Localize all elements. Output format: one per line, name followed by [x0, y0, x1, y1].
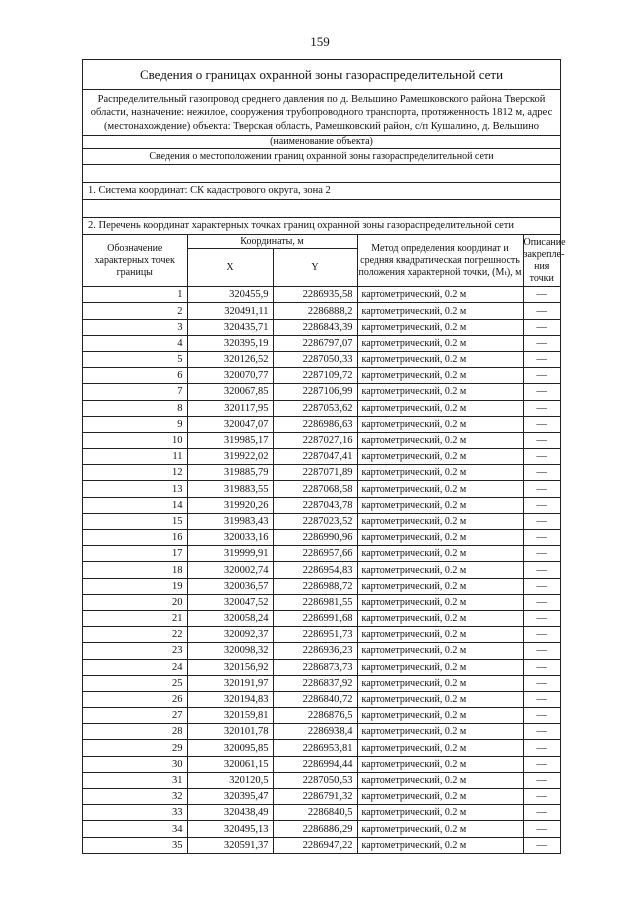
y-coordinate-cell: 2286886,29: [273, 821, 357, 837]
y-coordinate-cell: 2286888,2: [273, 303, 357, 319]
method-cell: картометрический, 0.2 м: [357, 319, 523, 335]
description-cell: —: [523, 594, 560, 610]
table-row: [83, 627, 560, 643]
point-number-cell: 10: [83, 432, 187, 448]
table-row: [83, 351, 560, 367]
y-coordinate-cell: 2286953,81: [273, 740, 357, 756]
y-coordinate-cell: 2286797,07: [273, 335, 357, 351]
x-coordinate-cell: 320033,16: [187, 530, 273, 546]
coordinate-system: 1. Система координат: СК кадастрового округа, зона 2: [83, 183, 560, 200]
description-cell: —: [523, 465, 560, 481]
x-coordinate-cell: 320156,92: [187, 659, 273, 675]
x-coordinate-cell: 320194,83: [187, 691, 273, 707]
y-coordinate-cell: 2286840,5: [273, 805, 357, 821]
x-coordinate-cell: 320591,37: [187, 837, 273, 853]
point-number-cell: 6: [83, 368, 187, 384]
method-cell: картометрический, 0.2 м: [357, 497, 523, 513]
y-coordinate-cell: 2286935,58: [273, 287, 357, 303]
point-number-cell: 26: [83, 691, 187, 707]
point-number-cell: 4: [83, 335, 187, 351]
method-cell: картометрический, 0.2 м: [357, 530, 523, 546]
method-cell: картометрический, 0.2 м: [357, 449, 523, 465]
y-coordinate-cell: 2286947,22: [273, 837, 357, 853]
description-cell: —: [523, 756, 560, 772]
method-cell: картометрический, 0.2 м: [357, 756, 523, 772]
method-cell: картометрический, 0.2 м: [357, 400, 523, 416]
description-cell: —: [523, 643, 560, 659]
method-cell: картометрический, 0.2 м: [357, 335, 523, 351]
point-number-cell: 25: [83, 675, 187, 691]
method-cell: картометрический, 0.2 м: [357, 610, 523, 626]
spacer-row: [83, 200, 560, 218]
header-method: Метод определения координат и средняя квадратическая погрешность положения характерной точки, (Mₜ), м: [357, 235, 523, 287]
point-number-cell: 23: [83, 643, 187, 659]
table-row: [83, 805, 560, 821]
y-coordinate-cell: 2286873,73: [273, 659, 357, 675]
table-row: [83, 578, 560, 594]
method-cell: картометрический, 0.2 м: [357, 789, 523, 805]
description-cell: —: [523, 740, 560, 756]
object-description: Распределительный газопровод среднего давления по д. Вельшино Рамешковского района Тверской области, назначение: нежилое, сооружения трубопроводного транспорта, протяженность 1812 м, адрес (местонахождение) объекта: Тверская область, Рамешковский район, с/п Кушалино, д. Вельшино: [83, 90, 560, 136]
table-row: [83, 643, 560, 659]
y-coordinate-cell: 2286986,63: [273, 416, 357, 432]
point-number-cell: 33: [83, 805, 187, 821]
method-cell: картометрический, 0.2 м: [357, 465, 523, 481]
x-coordinate-cell: 320491,11: [187, 303, 273, 319]
y-coordinate-cell: 2286994,44: [273, 756, 357, 772]
table-row: [83, 513, 560, 529]
point-number-cell: 3: [83, 319, 187, 335]
x-coordinate-cell: 319983,43: [187, 513, 273, 529]
method-cell: картометрический, 0.2 м: [357, 805, 523, 821]
method-cell: картометрический, 0.2 м: [357, 837, 523, 853]
method-cell: картометрический, 0.2 м: [357, 368, 523, 384]
x-coordinate-cell: 320058,24: [187, 610, 273, 626]
description-cell: —: [523, 384, 560, 400]
method-cell: картометрический, 0.2 м: [357, 675, 523, 691]
point-number-cell: 16: [83, 530, 187, 546]
method-cell: картометрический, 0.2 м: [357, 578, 523, 594]
table-row: [83, 465, 560, 481]
x-coordinate-cell: 320120,5: [187, 772, 273, 788]
y-coordinate-cell: 2287027,16: [273, 432, 357, 448]
table-row: [83, 303, 560, 319]
point-number-cell: 22: [83, 627, 187, 643]
method-cell: картометрический, 0.2 м: [357, 384, 523, 400]
method-cell: картометрический, 0.2 м: [357, 627, 523, 643]
description-cell: —: [523, 416, 560, 432]
point-number-cell: 27: [83, 708, 187, 724]
y-coordinate-cell: 2286981,55: [273, 594, 357, 610]
x-coordinate-cell: 320095,85: [187, 740, 273, 756]
table-row: [83, 384, 560, 400]
description-cell: —: [523, 319, 560, 335]
table-row: [83, 335, 560, 351]
description-cell: —: [523, 659, 560, 675]
method-cell: картометрический, 0.2 м: [357, 481, 523, 497]
table-row: [83, 789, 560, 805]
point-number-cell: 7: [83, 384, 187, 400]
table-row: [83, 481, 560, 497]
x-coordinate-cell: 320070,77: [187, 368, 273, 384]
point-number-cell: 17: [83, 546, 187, 562]
point-number-cell: 31: [83, 772, 187, 788]
point-number-cell: 8: [83, 400, 187, 416]
y-coordinate-cell: 2287071,89: [273, 465, 357, 481]
y-coordinate-cell: 2286840,72: [273, 691, 357, 707]
coordinates-table: [83, 235, 566, 853]
x-coordinate-cell: 320047,52: [187, 594, 273, 610]
header-y: Y: [273, 249, 357, 287]
point-number-cell: 1: [83, 287, 187, 303]
point-number-cell: 32: [83, 789, 187, 805]
x-coordinate-cell: 320438,49: [187, 805, 273, 821]
page-number: 159: [310, 34, 330, 49]
x-coordinate-cell: 320092,37: [187, 627, 273, 643]
method-cell: картометрический, 0.2 м: [357, 546, 523, 562]
table-row: [83, 530, 560, 546]
table-row: [83, 594, 560, 610]
table-row: [83, 740, 560, 756]
point-number-cell: 21: [83, 610, 187, 626]
x-coordinate-cell: 320036,57: [187, 578, 273, 594]
document-frame: [82, 59, 566, 854]
point-number-cell: 29: [83, 740, 187, 756]
y-coordinate-cell: 2287043,78: [273, 497, 357, 513]
y-coordinate-cell: 2287047,41: [273, 449, 357, 465]
x-coordinate-cell: 320495,13: [187, 821, 273, 837]
description-cell: —: [523, 449, 560, 465]
y-coordinate-cell: 2287106,99: [273, 384, 357, 400]
description-cell: —: [523, 691, 560, 707]
y-coordinate-cell: 2287050,53: [273, 772, 357, 788]
x-coordinate-cell: 319999,91: [187, 546, 273, 562]
point-number-cell: 30: [83, 756, 187, 772]
header-point: Обозначение характерных точек границы: [83, 235, 187, 287]
method-cell: картометрический, 0.2 м: [357, 691, 523, 707]
y-coordinate-cell: 2286990,96: [273, 530, 357, 546]
x-coordinate-cell: 320395,19: [187, 335, 273, 351]
x-coordinate-cell: 320047,07: [187, 416, 273, 432]
description-cell: —: [523, 562, 560, 578]
table-row: [83, 319, 560, 335]
description-cell: —: [523, 578, 560, 594]
method-cell: картометрический, 0.2 м: [357, 351, 523, 367]
description-cell: —: [523, 610, 560, 626]
header-description: Описание закрепле-ния точки: [523, 235, 560, 287]
table-row: [83, 400, 560, 416]
description-cell: —: [523, 432, 560, 448]
point-number-cell: 18: [83, 562, 187, 578]
y-coordinate-cell: 2287109,72: [273, 368, 357, 384]
x-coordinate-cell: 319885,79: [187, 465, 273, 481]
y-coordinate-cell: 2286991,68: [273, 610, 357, 626]
x-coordinate-cell: 320191,97: [187, 675, 273, 691]
table-row: [83, 772, 560, 788]
y-coordinate-cell: 2287050,33: [273, 351, 357, 367]
point-number-cell: 14: [83, 497, 187, 513]
table-row: [83, 691, 560, 707]
point-number-cell: 11: [83, 449, 187, 465]
method-cell: картометрический, 0.2 м: [357, 513, 523, 529]
x-coordinate-cell: 320101,78: [187, 724, 273, 740]
table-row: [83, 724, 560, 740]
table-row: [83, 756, 560, 772]
table-row: [83, 675, 560, 691]
point-number-cell: 12: [83, 465, 187, 481]
description-cell: —: [523, 627, 560, 643]
point-number-cell: 13: [83, 481, 187, 497]
x-coordinate-cell: 320435,71: [187, 319, 273, 335]
x-coordinate-cell: 320098,32: [187, 643, 273, 659]
description-cell: —: [523, 368, 560, 384]
point-number-cell: 9: [83, 416, 187, 432]
point-number-cell: 34: [83, 821, 187, 837]
x-coordinate-cell: 320002,74: [187, 562, 273, 578]
x-coordinate-cell: 320455,9: [187, 287, 273, 303]
description-cell: —: [523, 837, 560, 853]
method-cell: картометрический, 0.2 м: [357, 303, 523, 319]
y-coordinate-cell: 2287053,62: [273, 400, 357, 416]
description-cell: —: [523, 303, 560, 319]
table-row: [83, 659, 560, 675]
y-coordinate-cell: 2286791,32: [273, 789, 357, 805]
x-coordinate-cell: 319922,02: [187, 449, 273, 465]
table-row: [83, 449, 560, 465]
description-cell: —: [523, 805, 560, 821]
method-cell: картометрический, 0.2 м: [357, 643, 523, 659]
description-cell: —: [523, 789, 560, 805]
description-cell: —: [523, 351, 560, 367]
table-row: [83, 708, 560, 724]
point-number-cell: 35: [83, 837, 187, 853]
y-coordinate-cell: 2286938,4: [273, 724, 357, 740]
description-cell: —: [523, 400, 560, 416]
section-caption: Сведения о местоположении границ охранной зоны газораспределительной сети: [83, 149, 560, 165]
table-row: [83, 368, 560, 384]
spacer-row: [83, 165, 560, 183]
x-coordinate-cell: 320061,15: [187, 756, 273, 772]
method-cell: картометрический, 0.2 м: [357, 821, 523, 837]
object-caption: (наименование объекта): [83, 136, 560, 149]
points-caption: 2. Перечень координат характерных точках границ охранной зоны газораспределительной сети: [83, 218, 560, 235]
description-cell: —: [523, 724, 560, 740]
table-row: [83, 546, 560, 562]
table-row: [83, 610, 560, 626]
method-cell: картометрический, 0.2 м: [357, 772, 523, 788]
table-row: [83, 837, 560, 853]
y-coordinate-cell: 2287023,52: [273, 513, 357, 529]
description-cell: —: [523, 708, 560, 724]
x-coordinate-cell: 319883,55: [187, 481, 273, 497]
x-coordinate-cell: 320067,85: [187, 384, 273, 400]
point-number-cell: 19: [83, 578, 187, 594]
description-cell: —: [523, 513, 560, 529]
header-x: X: [187, 249, 273, 287]
method-cell: картометрический, 0.2 м: [357, 724, 523, 740]
y-coordinate-cell: 2286957,66: [273, 546, 357, 562]
y-coordinate-cell: 2286876,5: [273, 708, 357, 724]
x-coordinate-cell: 320126,52: [187, 351, 273, 367]
method-cell: картометрический, 0.2 м: [357, 416, 523, 432]
description-cell: —: [523, 481, 560, 497]
table-row: [83, 287, 560, 303]
description-cell: —: [523, 546, 560, 562]
point-number-cell: 28: [83, 724, 187, 740]
method-cell: картометрический, 0.2 м: [357, 740, 523, 756]
x-coordinate-cell: 320159,81: [187, 708, 273, 724]
point-number-cell: 2: [83, 303, 187, 319]
y-coordinate-cell: 2286954,83: [273, 562, 357, 578]
description-cell: —: [523, 772, 560, 788]
header-coords: Координаты, м: [187, 235, 357, 249]
y-coordinate-cell: 2286988,72: [273, 578, 357, 594]
method-cell: картометрический, 0.2 м: [357, 594, 523, 610]
x-coordinate-cell: 319920,26: [187, 497, 273, 513]
y-coordinate-cell: 2286951,73: [273, 627, 357, 643]
description-cell: —: [523, 821, 560, 837]
table-row: [83, 821, 560, 837]
point-number-cell: 5: [83, 351, 187, 367]
document-title: Сведения о границах охранной зоны газораспределительной сети: [83, 60, 560, 90]
description-cell: —: [523, 335, 560, 351]
table-row: [83, 432, 560, 448]
y-coordinate-cell: 2286843,39: [273, 319, 357, 335]
table-row: [83, 562, 560, 578]
description-cell: —: [523, 530, 560, 546]
method-cell: картометрический, 0.2 м: [357, 432, 523, 448]
coordinates-table-wrap: [83, 235, 566, 853]
method-cell: картометрический, 0.2 м: [357, 708, 523, 724]
y-coordinate-cell: 2287068,58: [273, 481, 357, 497]
description-cell: —: [523, 287, 560, 303]
x-coordinate-cell: 320117,95: [187, 400, 273, 416]
y-coordinate-cell: 2286936,23: [273, 643, 357, 659]
description-cell: —: [523, 497, 560, 513]
point-number-cell: 24: [83, 659, 187, 675]
point-number-cell: 15: [83, 513, 187, 529]
description-cell: —: [523, 675, 560, 691]
table-row: [83, 497, 560, 513]
method-cell: картометрический, 0.2 м: [357, 562, 523, 578]
method-cell: картометрический, 0.2 м: [357, 659, 523, 675]
method-cell: картометрический, 0.2 м: [357, 287, 523, 303]
x-coordinate-cell: 319985,17: [187, 432, 273, 448]
point-number-cell: 20: [83, 594, 187, 610]
table-row: [83, 416, 560, 432]
y-coordinate-cell: 2286837,92: [273, 675, 357, 691]
x-coordinate-cell: 320395,47: [187, 789, 273, 805]
